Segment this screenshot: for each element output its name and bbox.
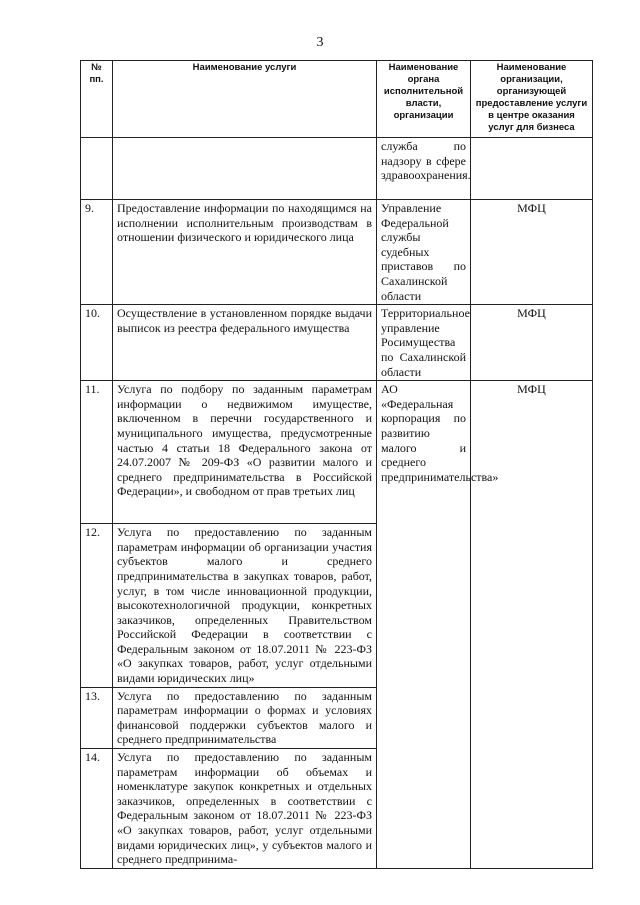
row-service: Услуга по предоставлению по заданным параметрам информации об объемах и номенклатуре закупок конкретных и отдельных заказчиков, определенных в соответствии с Федеральным законом от 18.07.2011 № 223-ФЗ «О закупках товаров, работ, услуг отдельными видами юридических лиц», у субъектов малого и среднего предпринима-	[113, 749, 377, 869]
table-header-row	[81, 61, 593, 138]
row-mfc	[471, 138, 593, 200]
row-mfc: МФЦ	[471, 381, 593, 869]
row-mfc: МФЦ	[471, 305, 593, 381]
row-service: Осуществление в установленном порядке выдачи выписок из реестра федерального имущества	[113, 305, 377, 381]
row-num	[81, 138, 113, 200]
row-service: Услуга по предоставлению по заданным параметрам информации об организации участия субъектов малого и среднего предпринимательства в закупках товаров, работ, услуг, в том числе инновационной продукции, высокотехнологичной продукции, конкретных заказчиков, определенных Правительством Российской Федерации в соответствии с Федеральным законом от 18.07.2011 № 223-ФЗ «О закупках товаров, работ, услуг отдельными видами юридических лиц»	[113, 524, 377, 688]
page-number: 3	[316, 35, 324, 50]
header-num: № пп.	[81, 61, 113, 138]
row-num: 11.	[81, 381, 113, 524]
table-row	[81, 138, 593, 200]
table-row	[81, 381, 593, 524]
row-num: 9.	[81, 200, 113, 305]
row-num: 13.	[81, 687, 113, 748]
row-service	[113, 138, 377, 200]
row-organ: служба по надзору в сфере здравоохранения.	[377, 138, 471, 200]
row-num: 10.	[81, 305, 113, 381]
row-organ: Территориальное управление Росимущества по Сахалинской области	[377, 305, 471, 381]
services-table	[80, 60, 593, 869]
header-mfc-org: Наименование организации, организующей предоставление услуги в центре оказания услуг для бизнеса	[471, 61, 593, 138]
row-num: 12.	[81, 524, 113, 688]
row-service: Предоставление информации по находящимся на исполнении исполнительным производствам в отношении физического и юридического лица	[113, 200, 377, 305]
row-service: Услуга по предоставлению по заданным параметрам информации о формах и условиях финансовой поддержки субъектов малого и среднего предпринимательства	[113, 687, 377, 748]
row-mfc: МФЦ	[471, 200, 593, 305]
table-row	[81, 305, 593, 381]
header-service: Наименование услуги	[113, 61, 377, 138]
header-organ: Наименование органа исполнительной власти, организации	[377, 61, 471, 138]
row-num: 14.	[81, 749, 113, 869]
row-organ: Управление Федеральной службы судебных приставов по Сахалинской области	[377, 200, 471, 305]
table-row	[81, 200, 593, 305]
row-service: Услуга по подбору по заданным параметрам информации о недвижимом имуществе, включенном в перечни государственного и муниципального имущества, предусмотренные частью 4 статьи 18 Федерального закона от 24.07.2007 № 209-ФЗ «О развитии малого и среднего предпринимательства в Российской Федерации», и свободном от прав третьих лиц	[113, 381, 377, 524]
row-organ: АО «Федеральная корпорация по развитию малого и среднего предпринимательства»	[377, 381, 471, 869]
